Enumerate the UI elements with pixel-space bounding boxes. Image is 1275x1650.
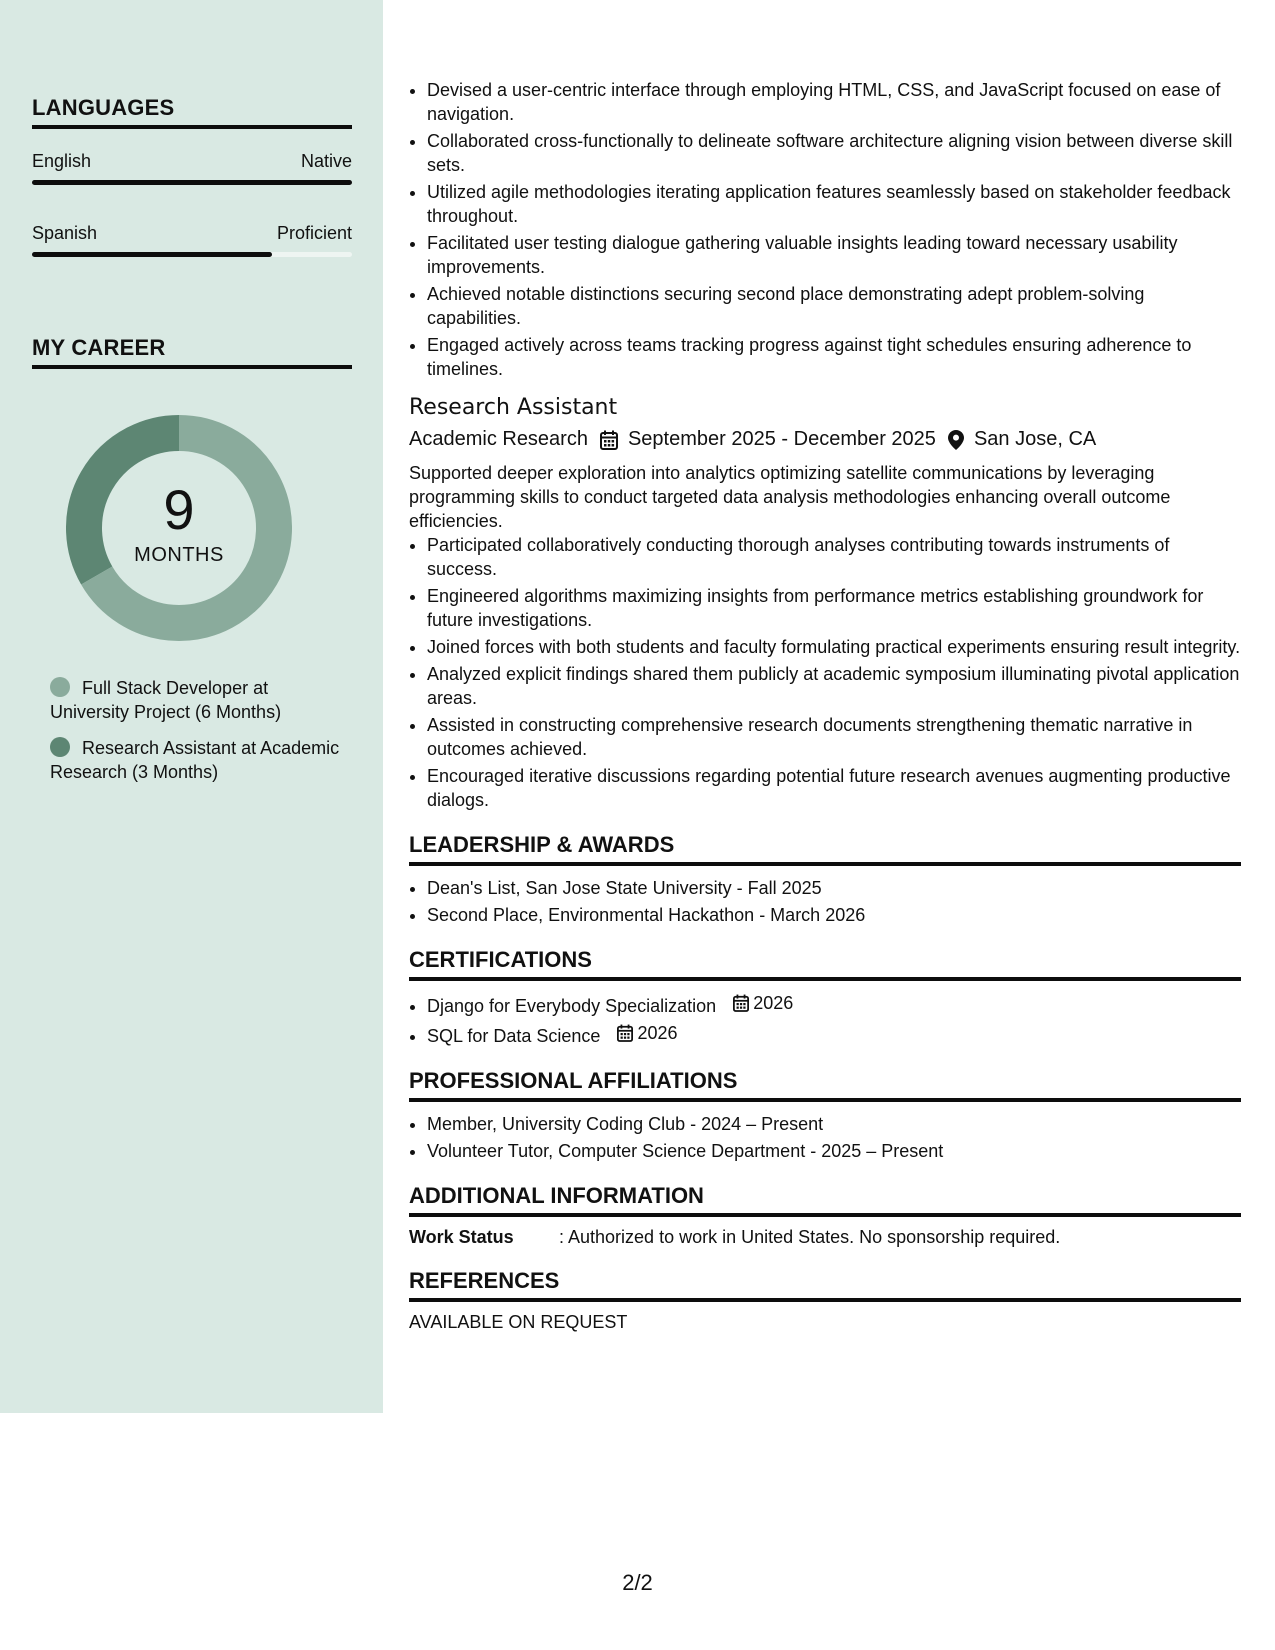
legend-text: Full Stack Developer at University Project (6 Months) — [50, 678, 282, 722]
list-item: • Analyzed explicit findings shared them publicly at academic symposium illuminating pivotal application areas. — [427, 662, 1241, 710]
leadership-list — [409, 876, 1241, 927]
page-number: 2/2 — [622, 1570, 653, 1595]
legend-item — [50, 676, 350, 724]
list-item: • Member, University Coding Club - 2024 – Present — [427, 1112, 1241, 1136]
job-location: San Jose, CA — [973, 428, 1097, 450]
job-bullets — [409, 533, 1241, 812]
job-title: Research Assistant — [409, 395, 618, 420]
language-proficiency-bar — [32, 180, 352, 185]
work-status-label: Work Status — [409, 1227, 514, 1247]
previous-job-bullets — [409, 78, 1241, 381]
list-item: • Achieved notable distinctions securing second place demonstrating adept problem-solving capabilities. — [427, 282, 1241, 330]
list-item: • Encouraged iterative discussions regarding potential future research avenues augmenting productive dialogs. — [427, 764, 1241, 812]
job-dates: September 2025 - December 2025 — [627, 428, 936, 450]
language-proficiency-fill — [32, 180, 352, 185]
language-proficiency-fill — [32, 252, 272, 257]
cert-name: Django for Everybody Specialization — [427, 996, 717, 1016]
language-level: Native — [300, 151, 352, 171]
language-item-spanish — [32, 223, 352, 257]
list-item: • Participated collaboratively conducting thorough analyses contributing towards instruments of success. — [427, 533, 1241, 581]
calendar-icon — [600, 430, 618, 450]
legend-item — [50, 736, 350, 784]
list-item — [427, 991, 1241, 1018]
career-section — [32, 335, 352, 369]
map-pin-icon — [948, 430, 964, 450]
career-total-months: 9 — [163, 477, 195, 541]
career-legend — [50, 676, 350, 796]
list-item: • Engaged actively across teams tracking progress against tight schedules ensuring adherence to timelines. — [427, 333, 1241, 381]
career-donut-chart — [66, 415, 292, 641]
language-item-english — [32, 151, 352, 185]
list-item: • Facilitated user testing dialogue gathering valuable insights leading toward necessary usability improvements. — [427, 231, 1241, 279]
leadership-heading: LEADERSHIP & AWARDS — [409, 832, 1241, 866]
job-company: Academic Research — [409, 428, 588, 450]
list-item: • Joined forces with both students and faculty formulating practical experiments ensuring result integrity. — [427, 635, 1241, 659]
language-name: English — [32, 151, 92, 171]
references-text: AVAILABLE ON REQUEST — [409, 1312, 628, 1332]
cert-year: 2026 — [637, 1023, 678, 1043]
work-status-value: : Authorized to work in United States. No sponsorship required. — [559, 1227, 1061, 1247]
list-item: • Volunteer Tutor, Computer Science Department - 2025 – Present — [427, 1139, 1241, 1163]
career-heading: MY CAREER — [32, 335, 352, 369]
language-name: Spanish — [32, 223, 98, 243]
job-summary: Supported deeper exploration into analytics optimizing satellite communications by leveraging programming skills to conduct targeted data analysis methodologies enhancing overall outcome efficiencies. — [409, 463, 1171, 531]
languages-section — [32, 95, 352, 257]
legend-text: Research Assistant at Academic Research (3 Months) — [50, 738, 340, 782]
career-unit-label: MONTHS — [134, 543, 224, 566]
list-item: • Engineered algorithms maximizing insights from performance metrics establishing groundwork for future investigations. — [427, 584, 1241, 632]
language-proficiency-bar — [32, 252, 352, 257]
list-item: • Collaborated cross-functionally to delineate software architecture aligning vision between diverse skill sets. — [427, 129, 1241, 177]
legend-dot — [50, 737, 70, 757]
sidebar — [0, 0, 383, 1413]
list-item — [427, 1021, 1241, 1048]
references-heading: REFERENCES — [409, 1268, 1241, 1302]
list-item: • Second Place, Environmental Hackathon - March 2026 — [427, 903, 1241, 927]
calendar-icon — [733, 994, 749, 1012]
affiliations-heading: PROFESSIONAL AFFILIATIONS — [409, 1068, 1241, 1102]
additional-info-heading: ADDITIONAL INFORMATION — [409, 1183, 1241, 1217]
cert-name: SQL for Data Science — [427, 1026, 601, 1046]
work-status-row — [409, 1227, 1241, 1248]
job-meta — [409, 428, 1241, 451]
languages-heading: LANGUAGES — [32, 95, 352, 129]
affiliations-list — [409, 1112, 1241, 1163]
list-item: • Assisted in constructing comprehensive research documents strengthening thematic narrative in outcomes achieved. — [427, 713, 1241, 761]
list-item: • Utilized agile methodologies iterating application features seamlessly based on stakeholder feedback throughout. — [427, 180, 1241, 228]
cert-year: 2026 — [753, 993, 794, 1013]
calendar-icon — [617, 1024, 633, 1042]
certifications-list — [409, 991, 1241, 1048]
legend-dot — [50, 677, 70, 697]
main-content — [409, 78, 1241, 1333]
list-item: • Devised a user-centric interface through employing HTML, CSS, and JavaScript focused on ease of navigation. — [427, 78, 1241, 126]
language-level: Proficient — [276, 223, 352, 243]
list-item: • Dean's List, San Jose State University - Fall 2025 — [427, 876, 1241, 900]
certifications-heading: CERTIFICATIONS — [409, 947, 1241, 981]
